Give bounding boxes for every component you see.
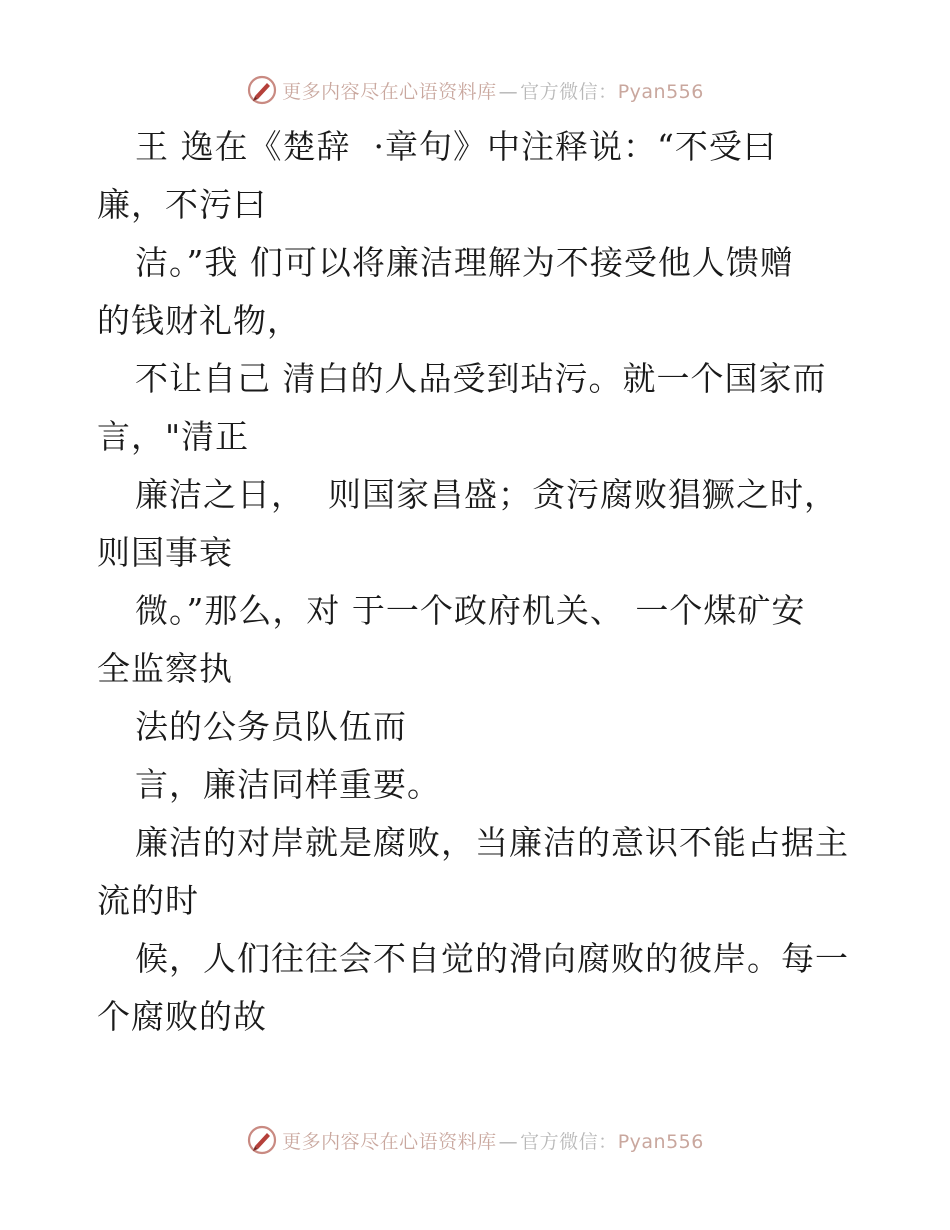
text-line: 法的公务员队伍而 bbox=[135, 707, 407, 746]
text-line: 微。”那么，对 于一个政府机关、 一个煤矿安 bbox=[135, 591, 806, 630]
header-banner bbox=[0, 70, 950, 110]
banner-title: 更多内容尽在心语资料库 bbox=[282, 1130, 497, 1153]
wechat-id: Pyan556 bbox=[617, 80, 704, 103]
wechat-label: 官方微信： bbox=[520, 80, 618, 103]
text-line: 言，"清正 bbox=[97, 417, 250, 456]
text-line: 流的时 bbox=[97, 881, 199, 920]
pen-seal-icon bbox=[246, 1124, 278, 1156]
banner-separator: — bbox=[498, 1130, 519, 1153]
text-line: 言，廉洁同样重要。 bbox=[135, 765, 441, 804]
banner-title: 更多内容尽在心语资料库 bbox=[282, 80, 497, 103]
banner-text bbox=[282, 1127, 704, 1154]
text-line: 全监察执 bbox=[97, 649, 233, 688]
text-line: 廉，不污曰 bbox=[97, 185, 267, 224]
banner-separator: — bbox=[498, 80, 519, 103]
document-body bbox=[97, 118, 857, 1046]
pen-seal-icon bbox=[246, 74, 278, 106]
text-line: 廉洁之日， 则国家昌盛；贪污腐败猖獗之时， bbox=[135, 475, 838, 514]
wechat-id: Pyan556 bbox=[617, 1130, 704, 1153]
text-line: 的钱财礼物， bbox=[97, 301, 301, 340]
text-line: 候，人们往往会不自觉的滑向腐败的彼岸。每一 bbox=[135, 939, 849, 978]
wechat-label: 官方微信： bbox=[520, 1130, 618, 1153]
text-line: 不让自己 清白的人品受到玷污。就一个国家而 bbox=[135, 359, 827, 398]
footer-banner bbox=[0, 1120, 950, 1160]
text-line: 廉洁的对岸就是腐败，当廉洁的意识不能占据主 bbox=[135, 823, 849, 862]
banner-text bbox=[282, 77, 704, 104]
text-line: 个腐败的故 bbox=[97, 997, 267, 1036]
text-line: 则国事衰 bbox=[97, 533, 233, 572]
text-line: 王 逸在《楚辞 ·章句》中注释说：“不受曰 bbox=[135, 127, 777, 166]
text-line: 洁。”我 们可以将廉洁理解为不接受他人馈赠 bbox=[135, 243, 794, 282]
